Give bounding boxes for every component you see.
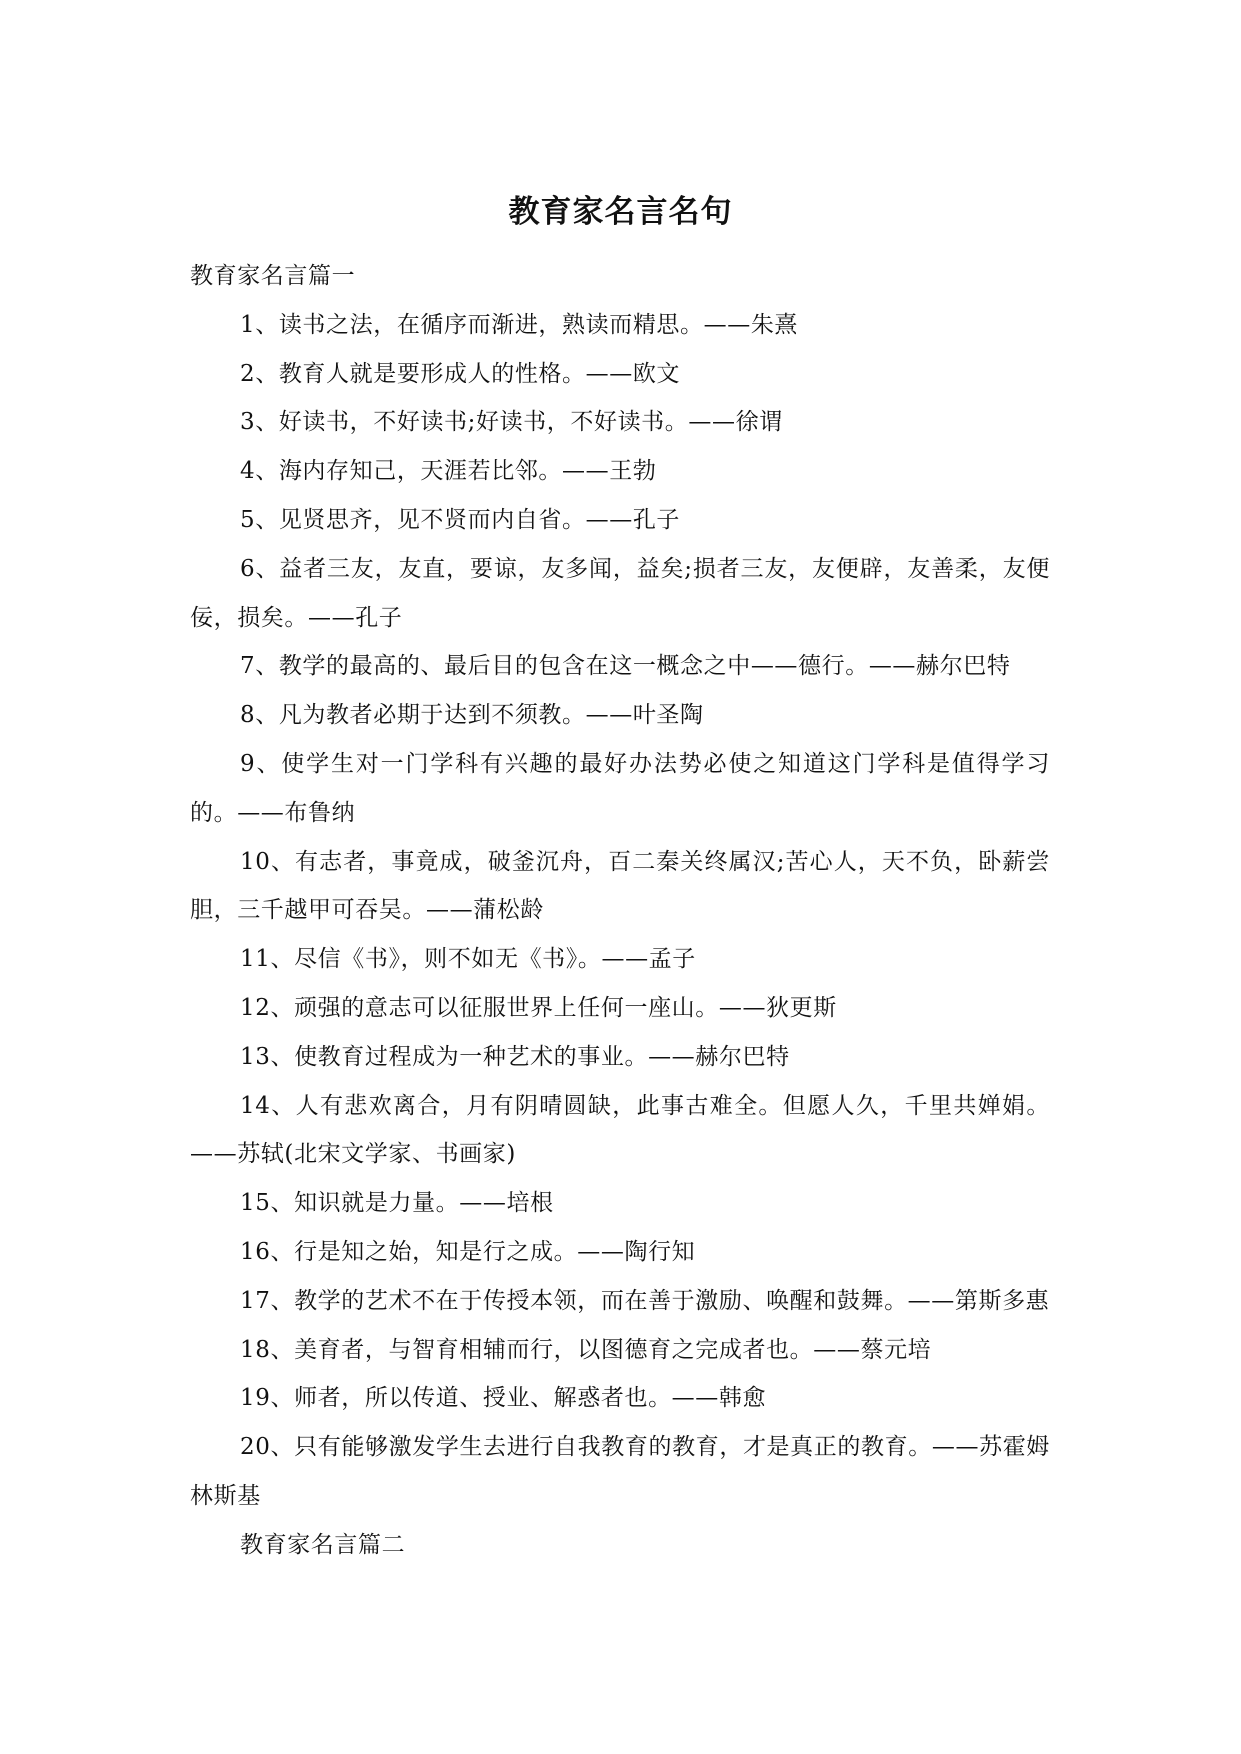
quote-item: 14、人有悲欢离合，月有阴晴圆缺，此事古难全。但愿人久，千里共婵娟。——苏轼(北宋文学家、书画家) <box>190 1092 1050 1168</box>
quote-item: 7、教学的最高的、最后目的包含在这一概念之中——德行。——赫尔巴特 <box>240 653 1011 680</box>
quote-item: 5、见贤思齐，见不贤而内自省。——孔子 <box>240 506 681 533</box>
quote-item: 8、凡为教者必期于达到不须教。——叶圣陶 <box>240 702 704 729</box>
document-title: 教育家名言名句 <box>508 194 733 230</box>
quote-item: 11、尽信《书》，则不如无《书》。——孟子 <box>240 946 696 973</box>
section-heading-1: 教育家名言篇一 <box>190 263 356 289</box>
quote-item: 10、有志者，事竟成，破釜沉舟，百二秦关终属汉;苦心人，天不负，卧薪尝胆，三千越甲可吞吴。——蒲松龄 <box>190 848 1050 924</box>
quote-item: 17、教学的艺术不在于传授本领，而在善于激励、唤醒和鼓舞。——第斯多惠 <box>240 1287 1050 1314</box>
quote-item: 9、使学生对一门学科有兴趣的最好办法势必使之知道这门学科是值得学习的。——布鲁纳 <box>190 750 1050 826</box>
quote-item: 16、行是知之始，知是行之成。——陶行知 <box>240 1238 696 1265</box>
quote-item: 4、海内存知己，天涯若比邻。——王勃 <box>240 458 657 485</box>
quote-item: 1、读书之法，在循序而渐进，熟读而精思。——朱熹 <box>240 311 799 338</box>
quote-item: 3、好读书，不好读书;好读书，不好读书。——徐谓 <box>240 409 783 436</box>
quote-item: 13、使教育过程成为一种艺术的事业。——赫尔巴特 <box>240 1043 790 1070</box>
quote-item: 19、师者，所以传道、授业、解惑者也。——韩愈 <box>240 1385 767 1412</box>
section-heading-2: 教育家名言篇二 <box>240 1531 406 1558</box>
quote-item: 12、顽强的意志可以征服世界上任何一座山。——狄更斯 <box>240 994 837 1021</box>
quote-item: 20、只有能够激发学生去进行自我教育的教育，才是真正的教育。——苏霍姆林斯基 <box>190 1434 1050 1509</box>
quote-item: 15、知识就是力量。——培根 <box>240 1190 554 1217</box>
quote-item: 2、教育人就是要形成人的性格。——欧文 <box>240 360 681 387</box>
quote-item: 18、美育者，与智育相辅而行，以图德育之完成者也。——蔡元培 <box>240 1336 932 1363</box>
quote-item: 6、益者三友，友直，要谅，友多闻，益矣;损者三友，友便辟，友善柔，友便佞，损矣。——孔子 <box>190 555 1050 631</box>
document-body <box>190 252 1050 1570</box>
